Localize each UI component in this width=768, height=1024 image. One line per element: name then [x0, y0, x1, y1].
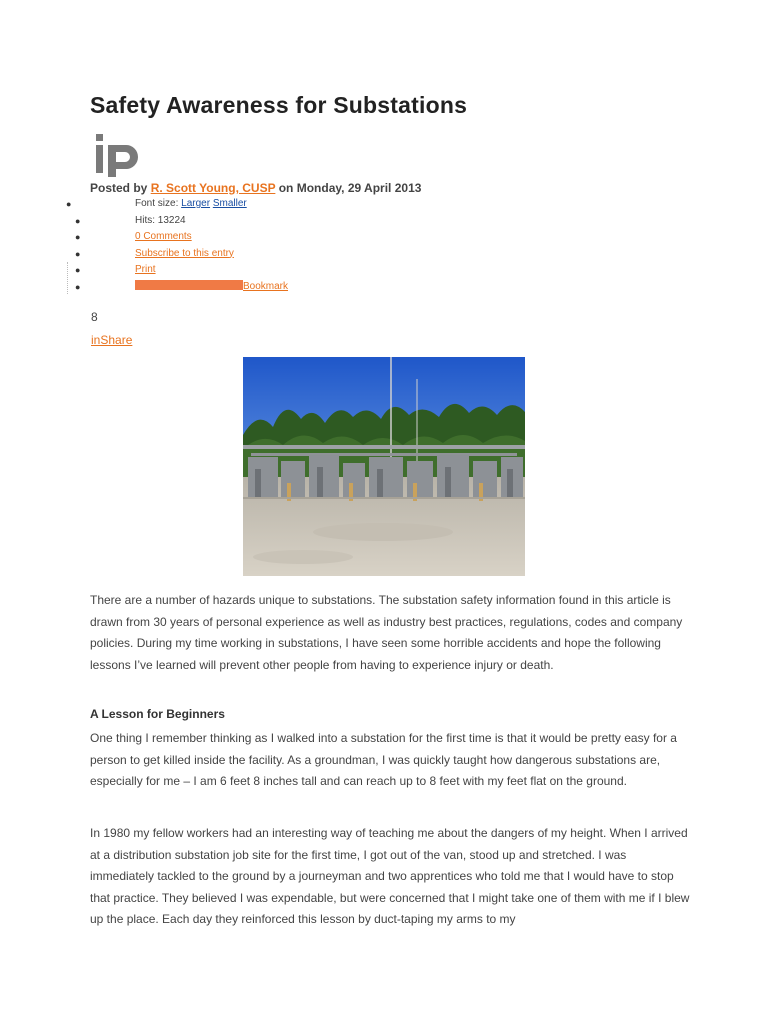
list-item-subscribe	[0, 246, 400, 263]
print-link[interactable]: Print	[135, 264, 156, 275]
paragraph-intro	[90, 590, 690, 676]
bullet-icon: ●	[66, 199, 72, 209]
paragraph-text: One thing I remember thinking as I walked into a substation for the first time is that it would be pretty easy for a person to get killed inside the facility. As a groundman, I was quickly taught how dangerous substations are, especially for me – I am 6 feet 8 inches tall and can reach up to 8 feet with my feet flat on the ground.	[90, 731, 677, 788]
list-item-font-size	[0, 196, 400, 213]
list-item-bookmark	[0, 279, 400, 296]
font-size-label: Font size:	[135, 198, 182, 209]
byline	[90, 181, 421, 195]
article-meta-list	[0, 196, 400, 295]
paragraph-1980	[90, 823, 690, 931]
list-item-print	[0, 262, 400, 279]
bullet-icon: ●	[75, 215, 81, 226]
list-item-hits	[0, 213, 400, 230]
paragraph-text: In 1980 my fellow workers had an interesting way of teaching me about the dangers of my height. When I arrived at a distribution substation job site for the first time, I got out of the van, stood up and stretched. I was immediately tackled to the ground by a journeyman and two apprentices who told me that I would have to stop that practice. They believed I was expendable, but were concerned that I might take one of them with me if I blew up the place. Each day they reinforced this lesson by duct-taping my arms to my	[90, 826, 690, 926]
bullet-icon: ●	[75, 232, 81, 242]
list-item-comments	[0, 229, 400, 246]
font-smaller-link[interactable]: Smaller	[212, 198, 247, 209]
bullet-icon: ●	[75, 265, 81, 275]
ip-logo	[94, 132, 144, 177]
author-link[interactable]: R. Scott Young, CUSP	[150, 181, 276, 195]
bullet-icon: ●	[75, 248, 81, 259]
hits-count: Hits: 13224	[135, 214, 186, 226]
article-title: Safety Awareness for Substations	[90, 92, 468, 118]
section-heading: A Lesson for Beginners	[90, 707, 225, 721]
share-count: 8	[91, 310, 98, 324]
byline-date: on Monday, 29 April 2013	[275, 181, 422, 195]
subscribe-link[interactable]: Subscribe to this entry	[135, 247, 234, 259]
bookmark-link[interactable]: Bookmark	[243, 280, 289, 292]
substation-photo	[243, 357, 525, 576]
comments-link[interactable]: 0 Comments	[135, 231, 192, 242]
font-larger-link[interactable]: Larger	[181, 198, 211, 209]
byline-prefix: Posted by	[90, 181, 151, 195]
paragraph-lesson	[90, 728, 690, 793]
inshare-link[interactable]: inShare	[91, 333, 133, 347]
bullet-icon: ●	[75, 281, 81, 292]
paragraph-text: There are a number of hazards unique to substations. The substation safety information found in this article is drawn from 30 years of personal experience as well as industry best practices, regulations, codes and company policies. During my time working in substations, I have seen some horrible accidents and hope the following lessons I’ve learned will prevent other people from having to experience injury or death.	[90, 593, 683, 672]
bookmark-bar[interactable]	[135, 280, 243, 290]
